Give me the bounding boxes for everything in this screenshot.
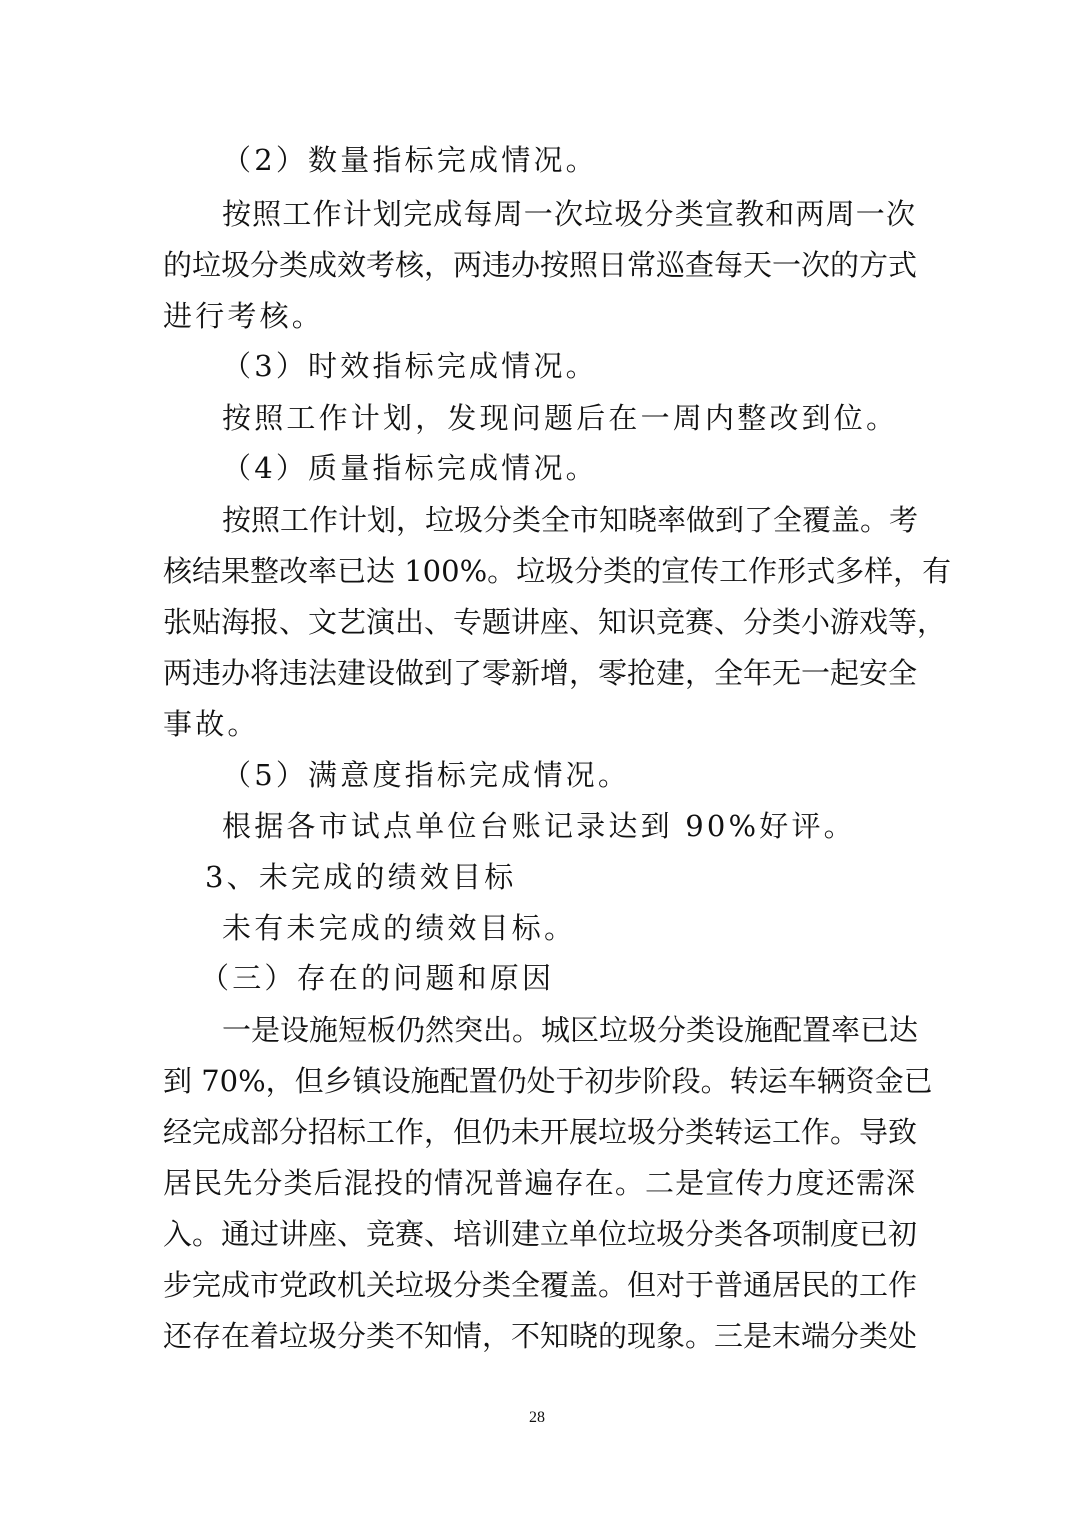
paragraph-line: 按照工作计划，垃圾分类全市知晓率做到了全覆盖。考 [222,503,919,537]
paragraph-line: 根据各市试点单位台账记录达到 90%好评。 [222,809,856,843]
paragraph-line: 经完成部分招标工作，但仍未开展垃圾分类转运工作。导致 [163,1115,918,1149]
paragraph-line: 还存在着垃圾分类不知情，不知晓的现象。三是末端分类处 [163,1319,918,1353]
subheading-quality-indicator: （4）质量指标完成情况。 [222,451,598,485]
subheading-satisfaction-indicator: （5）满意度指标完成情况。 [222,758,631,792]
paragraph-line: 张贴海报、文艺演出、专题讲座、知识竞赛、分类小游戏等， [163,605,947,639]
paragraph-line: 步完成市党政机关垃圾分类全覆盖。但对于普通居民的工作 [163,1268,918,1302]
paragraph-line: 未有未完成的绩效目标。 [222,911,577,945]
paragraph-line: 事故。 [163,707,260,741]
subheading-timeliness-indicator: （3）时效指标完成情况。 [222,349,598,383]
paragraph-line: 一是设施短板仍然突出。城区垃圾分类设施配置率已达 [222,1013,919,1047]
paragraph-line: 进行考核。 [163,299,325,333]
section-heading-problems-and-causes: （三）存在的问题和原因 [200,961,555,995]
paragraph-line: 居民先分类后混投的情况普遍存在。二是宣传力度还需深 [163,1166,915,1200]
paragraph-line: 核结果整改率已达 100%。垃圾分类的宣传工作形式多样，有 [163,554,952,588]
page-number: 28 [529,1409,545,1426]
paragraph-line: 的垃圾分类成效考核，两违办按照日常巡查每天一次的方式 [163,248,918,282]
subheading-unfinished-goals: 3、未完成的绩效目标 [205,860,517,894]
paragraph-line: 入。通过讲座、竞赛、培训建立单位垃圾分类各项制度已初 [163,1217,918,1251]
paragraph-line: 到 70%，但乡镇设施配置仍处于初步阶段。转运车辆资金已 [163,1064,933,1098]
paragraph-line: 两违办将违法建设做到了零新增，零抢建，全年无一起安全 [163,656,918,690]
paragraph-line: 按照工作计划完成每周一次垃圾分类宣教和两周一次 [222,197,915,231]
subheading-quantity-indicator: （2）数量指标完成情况。 [222,143,598,177]
paragraph-line: 按照工作计划，发现问题后在一周内整改到位。 [222,401,899,435]
